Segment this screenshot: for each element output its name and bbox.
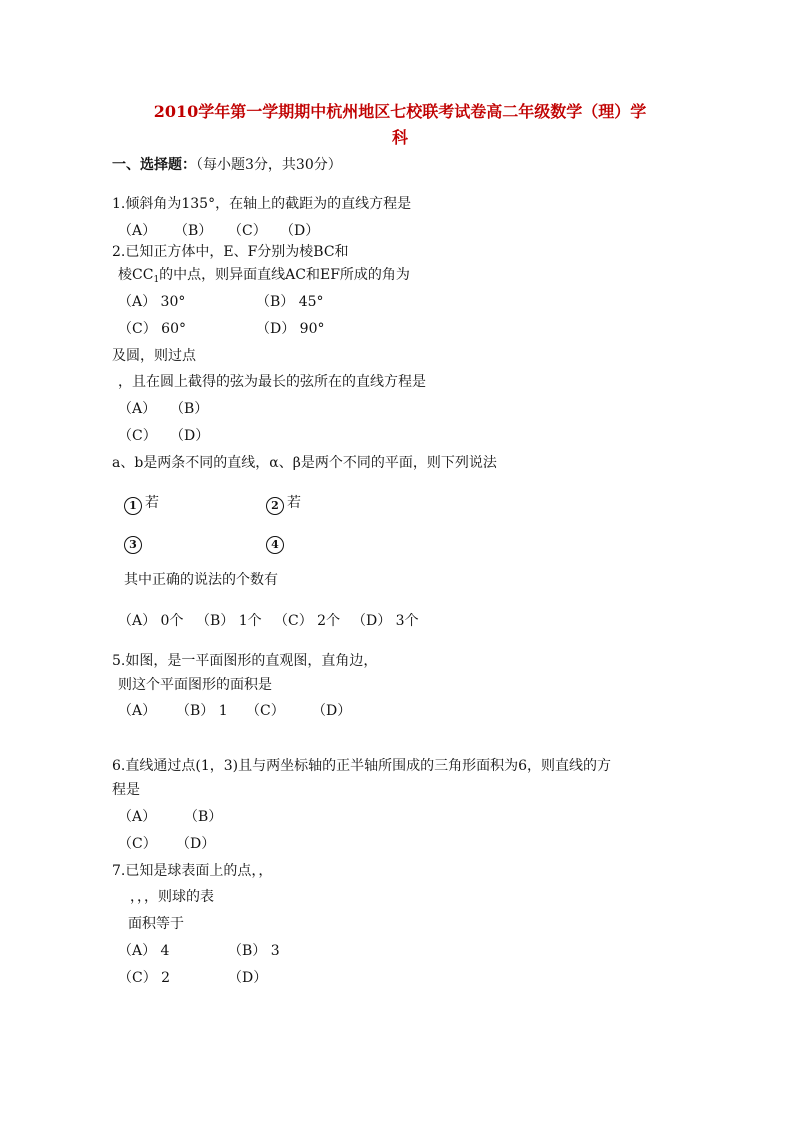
section-note: （每小题3分，共30分） <box>196 157 342 173</box>
q4-item-3 <box>124 533 145 554</box>
q7-option-a: （A） 4 <box>118 943 170 959</box>
q2-text-post: 的中点，则异面直线AC和EF所成的角为 <box>159 267 410 283</box>
q2-option-b: （B） 45° <box>256 294 324 310</box>
q1-option-a: （A） <box>118 223 157 239</box>
q6-option-a: （A） <box>118 809 157 825</box>
q4-option-a: （A） 0个 <box>118 613 184 629</box>
q2-text-pre: 棱CC <box>118 267 154 283</box>
q2-stem-line1: 2.已知正方体中，E、F分别为棱BC和 <box>112 244 349 260</box>
q4-item-1 <box>124 494 159 515</box>
q4-item-2 <box>266 494 301 515</box>
q6-option-d: （D） <box>176 836 216 852</box>
q1-option-b: （B） <box>174 223 213 239</box>
q3-option-c: （C） <box>118 428 157 444</box>
q4-item-1-text: 若 <box>145 495 159 511</box>
q2-option-a: （A） 30° <box>118 294 186 310</box>
q1-option-d: （D） <box>280 223 320 239</box>
section-heading <box>112 156 342 174</box>
exam-title-line2: 科 <box>391 128 408 147</box>
q5-stem-line1: 5.如图，是一平面图形的直观图，直角边， <box>112 653 378 669</box>
q4-item-2-text: 若 <box>287 495 301 511</box>
q4-item-1-number: 1 <box>124 497 142 515</box>
q5-option-c: （C） <box>246 703 285 719</box>
q2-subscript: 1 <box>153 275 160 285</box>
q6-option-c: （C） <box>118 836 157 852</box>
q7-stem-line3: 面积等于 <box>128 916 184 932</box>
q3-stem-line2: ，且在圆上截得的弦为最长的弦所在的直线方程是 <box>118 374 426 390</box>
q4-option-d: （D） 3个 <box>352 613 419 629</box>
q4-stem: a、b是两条不同的直线，α、β是两个不同的平面，则下列说法 <box>112 455 497 471</box>
q7-stem-line1: 7.已知是球表面上的点，， <box>112 863 273 879</box>
q4-item-2-number: 2 <box>266 497 284 515</box>
section-title: 一、选择题： <box>112 157 196 173</box>
q7-option-c: （C） 2 <box>118 970 171 986</box>
q4-item-4 <box>266 533 287 554</box>
q3-stem-line1: 及圆，则过点 <box>112 348 196 364</box>
q4-question: 其中正确的说法的个数有 <box>124 572 278 588</box>
q3-option-d: （D） <box>170 428 210 444</box>
q4-item-4-number: 4 <box>266 536 284 554</box>
q3-option-a: （A） <box>118 401 157 417</box>
q5-option-b: （B） 1 <box>176 703 228 719</box>
q7-option-d: （D） <box>228 970 268 986</box>
q4-option-c: （C） 2个 <box>274 613 341 629</box>
q2-option-c: （C） 60° <box>118 321 186 337</box>
q6-stem-line2: 程是 <box>112 782 140 798</box>
q2-stem-line2 <box>118 266 410 289</box>
q5-option-d: （D） <box>312 703 352 719</box>
exam-title-line1: 2010学年第一学期期中杭州地区七校联考试卷高二年级数学（理）学 <box>153 102 647 121</box>
q5-stem-line2: 则这个平面图形的面积是 <box>118 677 272 693</box>
q1-option-c: （C） <box>228 223 267 239</box>
q4-item-3-number: 3 <box>124 536 142 554</box>
q6-option-b: （B） <box>184 809 223 825</box>
q5-option-a: （A） <box>118 703 157 719</box>
q1-stem: 1.倾斜角为135°，在轴上的截距为的直线方程是 <box>112 196 412 212</box>
q3-option-b: （B） <box>170 401 209 417</box>
q7-stem-line2: ，，，则球的表 <box>130 889 214 905</box>
q7-option-b: （B） 3 <box>228 943 280 959</box>
q2-option-d: （D） 90° <box>256 321 325 337</box>
q4-option-b: （B） 1个 <box>196 613 262 629</box>
q6-stem-line1: 6.直线通过点(1，3)且与两坐标轴的正半轴所围成的三角形面积为6，则直线的方 <box>112 758 612 774</box>
